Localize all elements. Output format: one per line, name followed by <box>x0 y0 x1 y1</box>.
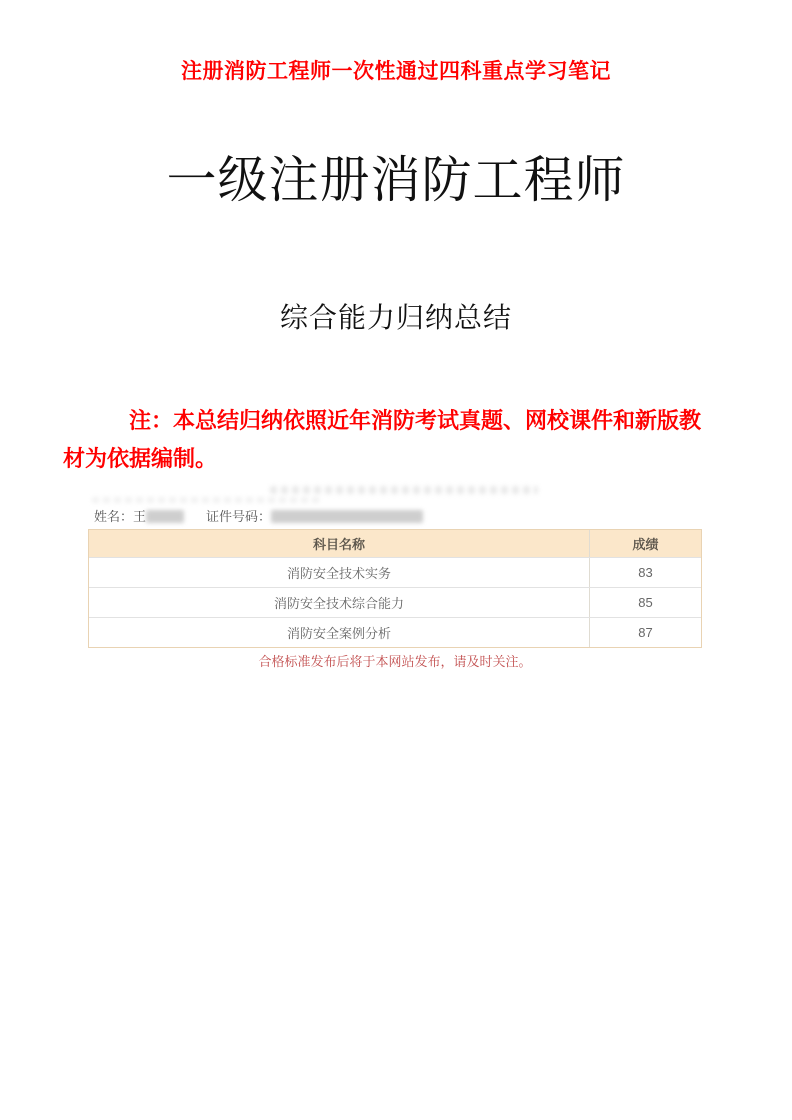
score-table-header-row <box>89 530 701 557</box>
score-footer-note: 合格标准发布后将于本网站发布，请及时关注。 <box>258 654 532 669</box>
score-table <box>88 529 702 648</box>
subject-cell: 消防安全技术综合能力 <box>89 588 590 617</box>
score-row <box>89 587 701 617</box>
column-header-score: 成绩 <box>632 537 659 552</box>
main-title: 一级注册消防工程师 <box>166 152 626 208</box>
redacted-id-number <box>271 510 423 523</box>
score-cell: 87 <box>638 625 653 640</box>
blurred-watermark-text <box>92 497 322 503</box>
compilation-note: 注：本总结归纳依照近年消防考试真题、网校课件和新版教材为依据编制。 <box>63 408 702 471</box>
candidate-identity-row <box>94 506 423 525</box>
column-header-subject: 科目名称 <box>89 530 590 557</box>
id-number-label: 证件号码： <box>206 509 272 524</box>
score-row <box>89 617 701 647</box>
page-header-note: 注册消防工程师一次性通过四科重点学习笔记 <box>181 60 611 83</box>
blurred-watermark-text <box>270 486 538 494</box>
score-row <box>89 557 701 587</box>
score-cell: 85 <box>638 595 653 610</box>
redacted-name <box>146 510 184 523</box>
subtitle: 综合能力归纳总结 <box>279 303 512 334</box>
score-cell: 83 <box>638 565 653 580</box>
subject-cell: 消防安全案例分析 <box>89 618 590 647</box>
name-label: 姓名：王 <box>94 509 147 524</box>
subject-cell: 消防安全技术实务 <box>89 558 590 587</box>
